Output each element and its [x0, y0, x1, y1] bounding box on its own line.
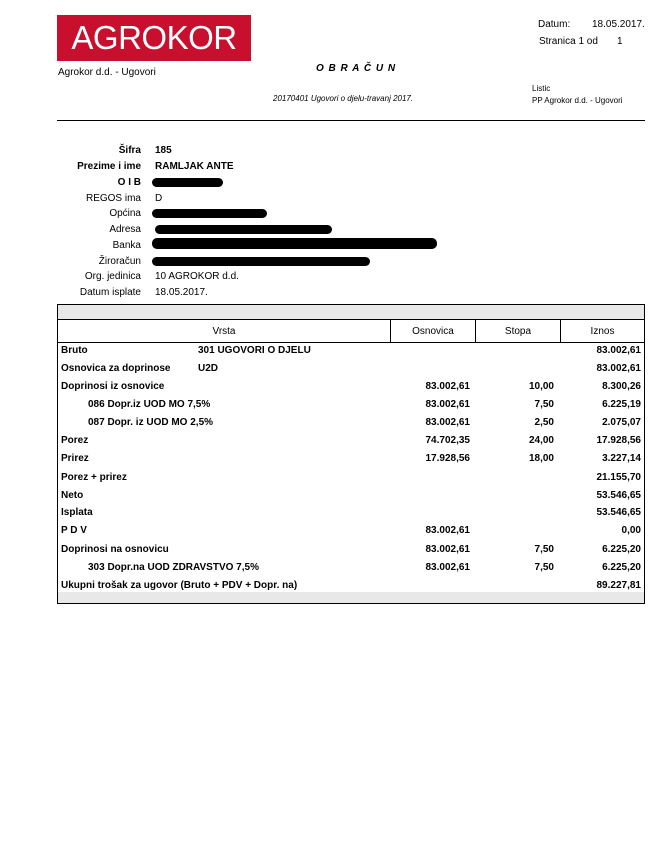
- listic-value: PP Agrokor d.d. - Ugovori: [532, 96, 623, 105]
- org-label: Org. jedinica: [84, 271, 141, 282]
- row-iznos: 0,00: [621, 525, 641, 536]
- header-vrsta: Vrsta: [212, 325, 236, 337]
- row-label: Neto: [61, 490, 84, 501]
- row-iznos: 53.546,65: [596, 490, 641, 501]
- row-code: U2D: [198, 363, 219, 374]
- table-row: [58, 360, 644, 378]
- row-label: Osnovica za doprinose: [61, 363, 171, 374]
- sifra-value: 185: [155, 145, 172, 156]
- table-row: [58, 522, 644, 540]
- row-label: 303 Dopr.na UOD ZDRAVSTVO 7,5%: [88, 562, 259, 573]
- ime-value: RAMLJAK ANTE: [155, 161, 234, 172]
- agrokor-logo: AGROKOR: [57, 15, 251, 61]
- row-label: Doprinosi iz osnovice: [61, 381, 165, 392]
- ziro-redaction: [152, 257, 370, 266]
- table-top-band: [58, 305, 644, 319]
- regos-label: REGOS ima: [85, 193, 141, 204]
- row-iznos: 2.075,07: [602, 417, 641, 428]
- row-label: Bruto: [61, 345, 88, 356]
- oib-label: O I B: [117, 177, 141, 188]
- row-iznos: 6.225,20: [602, 544, 641, 555]
- row-iznos: 17.928,56: [596, 435, 641, 446]
- table-row: [58, 504, 644, 522]
- header-stopa: Stopa: [504, 325, 532, 337]
- stranica-value: 1: [617, 36, 623, 47]
- row-label: Isplata: [61, 507, 93, 518]
- sifra-label: Šifra: [118, 145, 141, 156]
- row-label: Prirez: [61, 453, 89, 464]
- row-osnovica: 74.702,35: [425, 435, 470, 446]
- stranica-label: Stranica 1 od: [539, 36, 598, 47]
- row-label: 086 Dopr.iz UOD MO 7,5%: [88, 399, 211, 410]
- datum-label: Datum:: [538, 19, 571, 30]
- table-row: [58, 342, 644, 360]
- table-row: [58, 432, 644, 450]
- table-row: [58, 450, 644, 468]
- header-osnovica: Osnovica: [412, 325, 454, 337]
- document-subtitle: 20170401 Ugovori o djelu-travanj 2017.: [273, 94, 414, 103]
- row-osnovica: 83.002,61: [425, 525, 470, 536]
- row-label: Porez: [61, 435, 89, 446]
- row-iznos: 83.002,61: [596, 363, 641, 374]
- row-iznos: 8.300,26: [602, 381, 641, 392]
- table-row: [58, 396, 644, 414]
- row-osnovica: 83.002,61: [425, 544, 470, 555]
- listic-label: Listic: [532, 84, 551, 93]
- row-stopa: 7,50: [534, 399, 554, 410]
- banka-label: Banka: [112, 240, 141, 251]
- org-value: 10 AGROKOR d.d.: [155, 271, 239, 282]
- company-name: Agrokor d.d. - Ugovori: [58, 67, 156, 78]
- opcina-label: Općina: [109, 208, 141, 219]
- row-iznos: 53.546,65: [596, 507, 641, 518]
- row-stopa: 2,50: [534, 417, 554, 428]
- row-osnovica: 83.002,61: [425, 417, 470, 428]
- table-row: [58, 541, 644, 559]
- row-stopa: 10,00: [528, 381, 554, 392]
- table-row: [58, 378, 644, 396]
- row-iznos: 3.227,14: [602, 453, 641, 464]
- row-iznos: 6.225,20: [602, 562, 641, 573]
- table-row: [58, 469, 644, 487]
- row-stopa: 24,00: [528, 435, 554, 446]
- row-stopa: 18,00: [528, 453, 554, 464]
- row-osnovica: 83.002,61: [425, 399, 470, 410]
- row-code: 301 UGOVORI O DJELU: [198, 345, 311, 356]
- adresa-label: Adresa: [109, 224, 141, 235]
- regos-value: D: [155, 193, 163, 204]
- row-label: Ukupni trošak za ugovor (Bruto + PDV + Dopr. na): [61, 580, 298, 591]
- row-osnovica: 17.928,56: [425, 453, 470, 464]
- banka-redaction: [152, 238, 437, 249]
- row-label: P D V: [61, 525, 87, 536]
- row-label: 087 Dopr. iz UOD MO 2,5%: [88, 417, 214, 428]
- row-osnovica: 83.002,61: [425, 562, 470, 573]
- adresa-redaction: [155, 225, 332, 234]
- table-row: [58, 559, 644, 577]
- row-iznos: 6.225,19: [602, 399, 641, 410]
- row-osnovica: 83.002,61: [425, 381, 470, 392]
- header-iznos: Iznos: [590, 325, 615, 337]
- oib-redaction: [152, 178, 223, 187]
- table-row: [58, 414, 644, 432]
- row-label: Doprinosi na osnovicu: [61, 544, 169, 555]
- calculation-table: [57, 304, 645, 604]
- row-stopa: 7,50: [534, 562, 554, 573]
- row-iznos: 83.002,61: [596, 345, 641, 356]
- table-bottom-band: [58, 592, 644, 603]
- table-header-row: [58, 319, 644, 343]
- ziro-label: Žiroračun: [98, 256, 141, 267]
- opcina-redaction: [152, 209, 267, 218]
- row-iznos: 89.227,81: [596, 580, 641, 591]
- row-label: Porez + prirez: [61, 472, 127, 483]
- datum-value: 18.05.2017.: [592, 19, 645, 30]
- table-row: [58, 487, 644, 505]
- ime-label: Prezime i ime: [77, 161, 141, 172]
- document-title: O B R A Č U N: [316, 63, 397, 74]
- datum-isplate-value: 18.05.2017.: [155, 287, 208, 298]
- header-divider: [57, 120, 645, 121]
- row-stopa: 7,50: [534, 544, 554, 555]
- row-iznos: 21.155,70: [596, 472, 641, 483]
- datum-isplate-label: Datum isplate: [79, 287, 141, 298]
